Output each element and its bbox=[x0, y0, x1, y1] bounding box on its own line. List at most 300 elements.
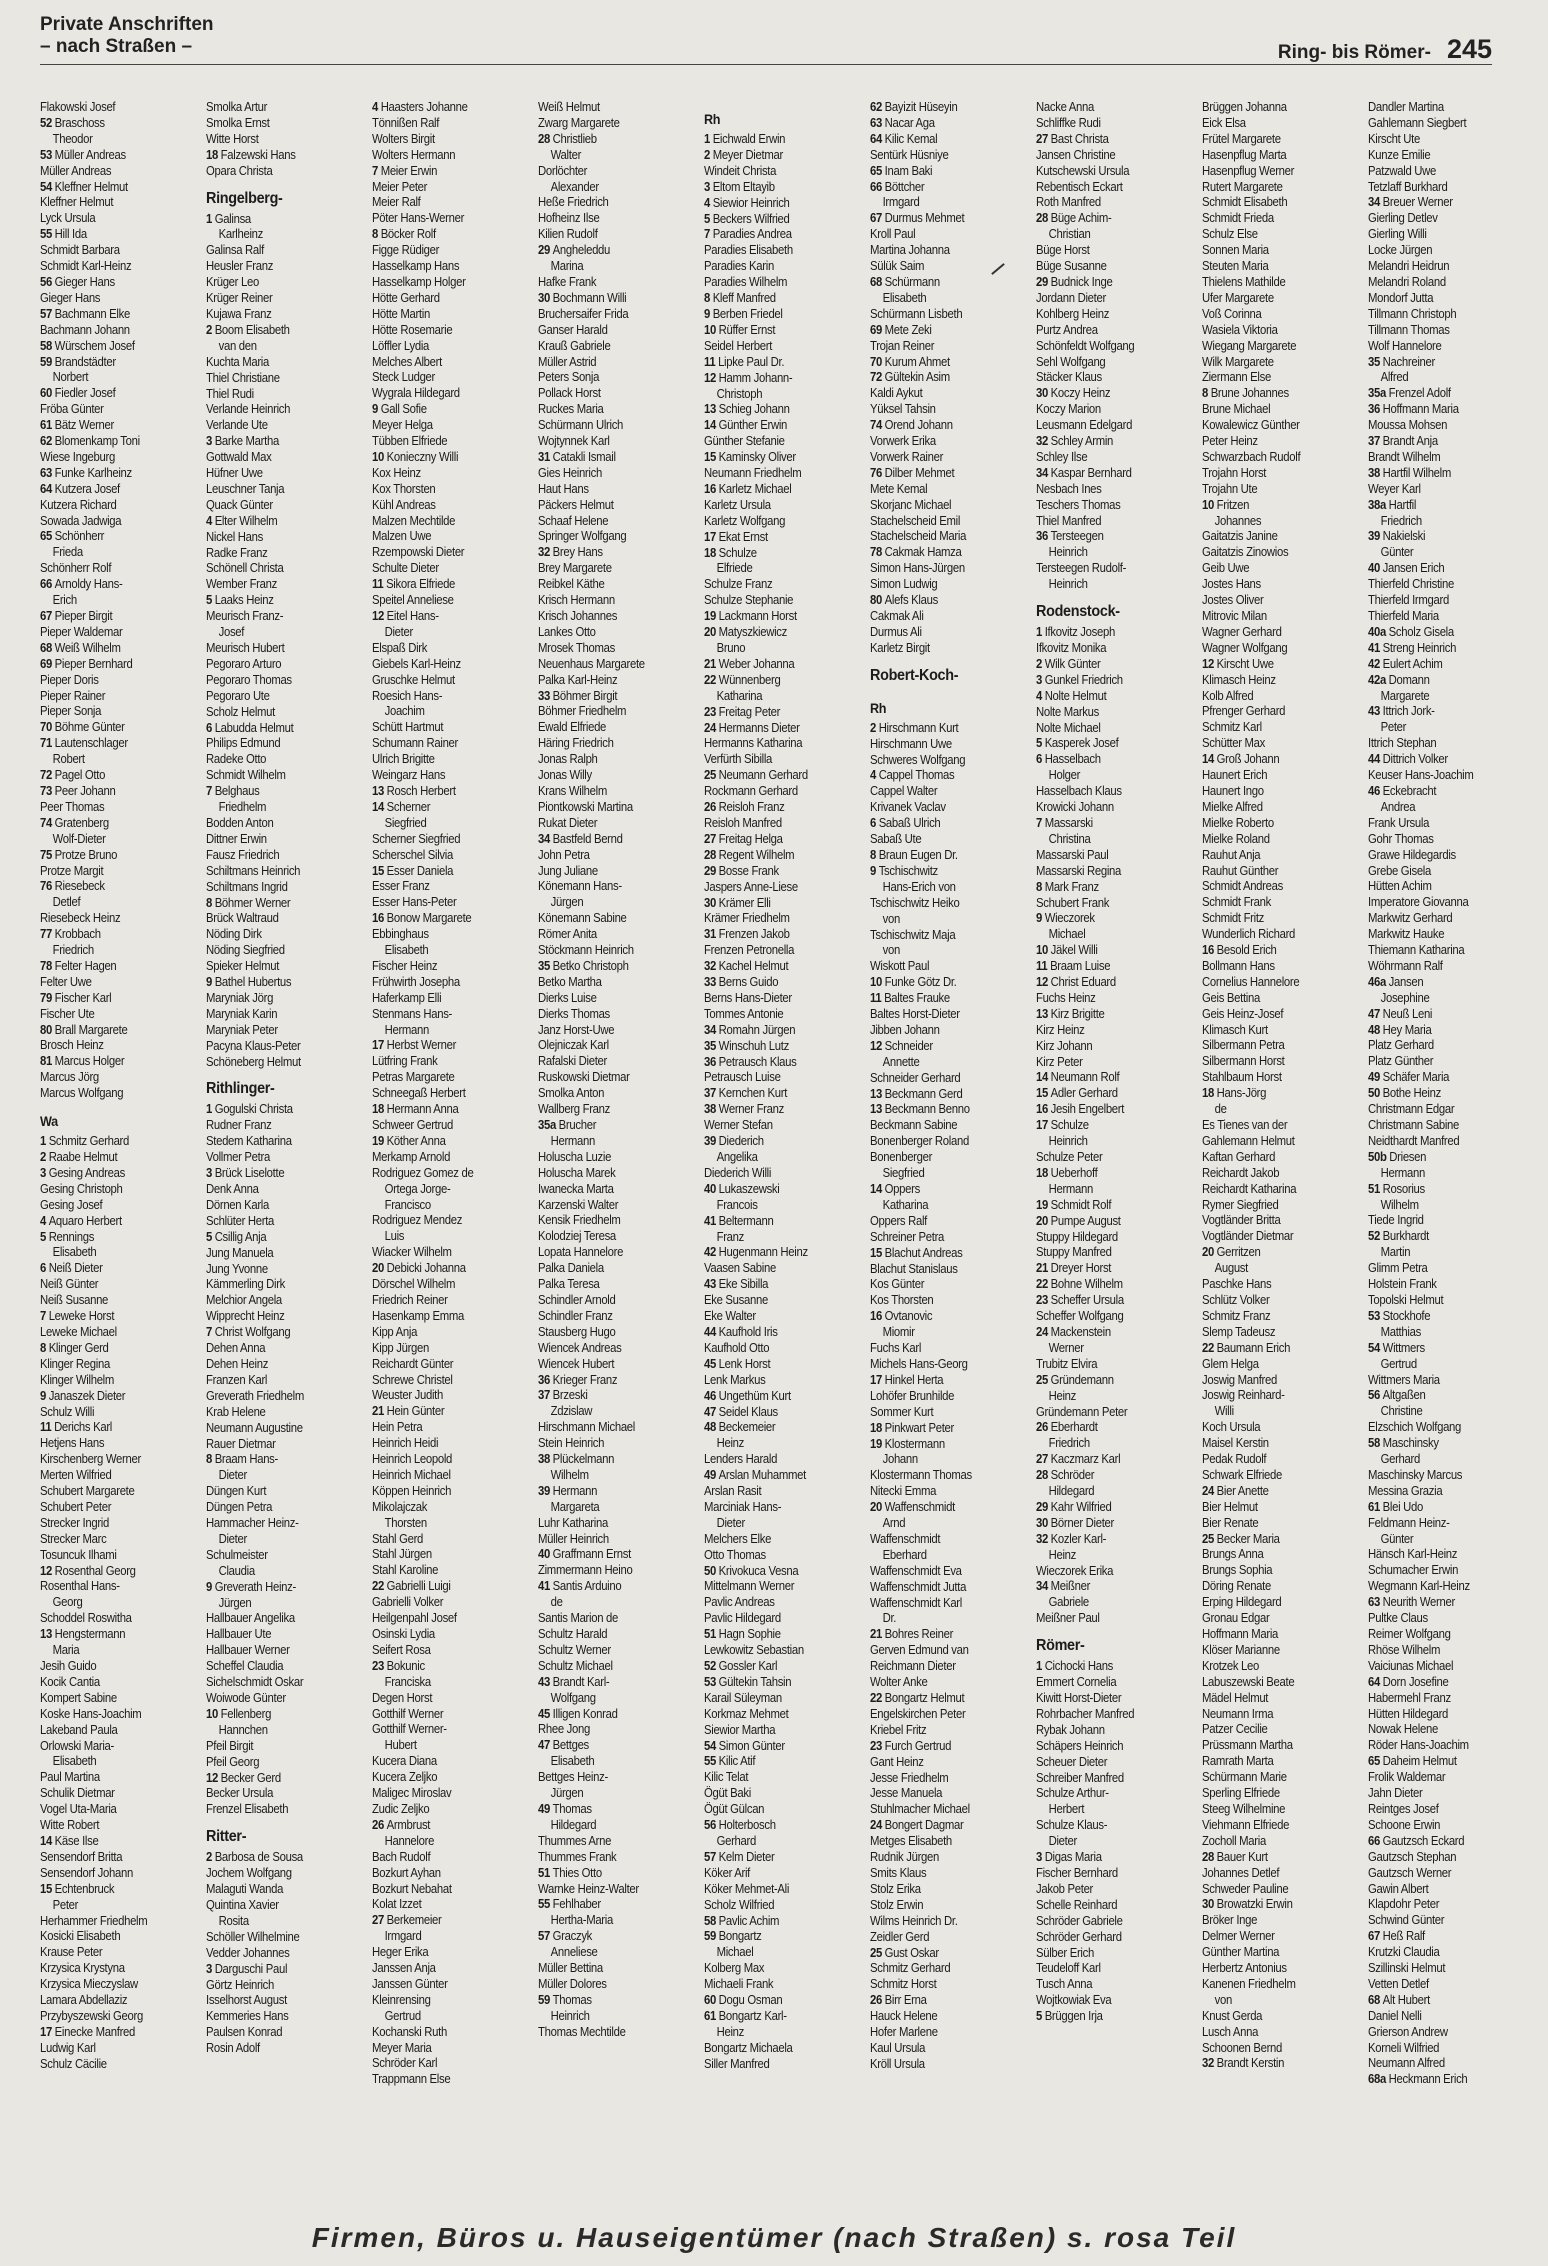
resident-entry: Pieper Rainer bbox=[40, 688, 106, 703]
resident-entry: Wiencek Hubert bbox=[538, 1356, 615, 1371]
resident-entry: Hubert bbox=[384, 1738, 417, 1753]
house-number: 2 bbox=[704, 147, 710, 162]
resident-entry: Melchior Angela bbox=[206, 1293, 282, 1308]
resident-entry: 1 Galinsa bbox=[206, 211, 251, 226]
resident-entry: 18 Falzewski Hans bbox=[206, 147, 296, 162]
house-number: 56 bbox=[1368, 1388, 1380, 1403]
house-number: 2 bbox=[206, 1850, 212, 1865]
house-number: 22 bbox=[870, 1691, 882, 1705]
house-number: 19 bbox=[372, 1133, 384, 1148]
resident-entry: Olejniczak Karl bbox=[538, 1038, 609, 1053]
resident-entry: Weingarz Hans bbox=[372, 768, 446, 783]
resident-entry: 28 Christlieb bbox=[538, 131, 597, 146]
house-number: 78 bbox=[40, 958, 52, 973]
resident-entry: 15 Kaminsky Oliver bbox=[704, 450, 796, 465]
resident-entry: 4 Haasters Johanne bbox=[372, 100, 468, 114]
resident-entry: Franz bbox=[716, 1229, 745, 1244]
resident-entry: Gaitatzis Zinowios bbox=[1202, 545, 1289, 560]
resident-entry: Gronau Edgar bbox=[1202, 1611, 1270, 1626]
resident-entry: 9 Greverath Heinz- bbox=[206, 1579, 296, 1594]
resident-entry: Könemann Hans- bbox=[538, 879, 622, 894]
house-number: 47 bbox=[1368, 1006, 1380, 1021]
resident-entry: 9 Janaszek Dieter bbox=[40, 1388, 126, 1403]
resident-entry: 3 Brück Liselotte bbox=[206, 1166, 285, 1181]
resident-entry: Thiemann Katharina bbox=[1368, 943, 1465, 958]
house-number: 65 bbox=[40, 529, 52, 544]
resident-entry: Klinger Regina bbox=[40, 1356, 110, 1371]
resident-entry: Rymer Siegfried bbox=[1202, 1197, 1279, 1212]
resident-entry: 19 Köther Anna bbox=[372, 1133, 446, 1148]
resident-entry: Sehl Wolfgang bbox=[1036, 354, 1106, 369]
resident-entry: Irmgard bbox=[384, 1929, 422, 1944]
resident-entry: Ögüt Gülcan bbox=[704, 1802, 765, 1817]
resident-entry: Matthias bbox=[1380, 1324, 1421, 1339]
resident-entry: Mrosek Thomas bbox=[538, 640, 615, 655]
resident-entry: 13 Schieg Johann bbox=[704, 402, 790, 417]
resident-entry: 16 Karletz Michael bbox=[704, 481, 792, 496]
resident-entry: Tschischwitz Heiko bbox=[870, 895, 960, 910]
house-number: 16 bbox=[870, 1309, 882, 1324]
directory-column bbox=[372, 100, 534, 2220]
resident-entry: Vogtländer Britta bbox=[1202, 1213, 1281, 1228]
resident-entry: Schubert Frank bbox=[1036, 895, 1110, 910]
house-number: 34 bbox=[704, 1022, 716, 1037]
resident-entry: 34 Kaspar Bernhard bbox=[1036, 465, 1132, 480]
resident-entry: Strecker Marc bbox=[40, 1531, 107, 1546]
house-number: 54 bbox=[1368, 1340, 1380, 1355]
house-number: 75 bbox=[40, 847, 52, 862]
resident-entry: Schürmann Lisbeth bbox=[870, 306, 963, 321]
resident-entry: Elisabeth bbox=[52, 1754, 97, 1769]
resident-entry: Lopata Hannelore bbox=[538, 1245, 624, 1260]
resident-entry: Smolka Anton bbox=[538, 1086, 605, 1101]
directory-column bbox=[704, 100, 866, 2220]
resident-entry: 3 Gunkel Friedrich bbox=[1036, 672, 1123, 687]
resident-entry: Müller Astrid bbox=[538, 354, 597, 369]
house-number: 64 bbox=[40, 481, 52, 496]
resident-entry: 13 Kirz Brigitte bbox=[1036, 1006, 1105, 1021]
resident-entry: Blachut Stanislaus bbox=[870, 1261, 958, 1276]
resident-entry: Rauer Dietmar bbox=[206, 1436, 276, 1451]
house-number: 6 bbox=[1036, 752, 1042, 767]
resident-entry: Hermann bbox=[384, 1022, 430, 1037]
resident-entry: Voß Corinna bbox=[1202, 306, 1262, 321]
resident-entry: 5 Beckers Wilfried bbox=[704, 211, 790, 226]
resident-entry: Vaiciunas Michael bbox=[1368, 1658, 1454, 1673]
house-number: 9 bbox=[372, 402, 378, 417]
resident-entry: Döring Renate bbox=[1202, 1579, 1272, 1594]
resident-entry: Seidel Herbert bbox=[704, 338, 773, 353]
resident-entry: Haunert Ingo bbox=[1202, 783, 1264, 798]
house-number: 46 bbox=[1368, 783, 1380, 798]
resident-entry: 42a Domann bbox=[1368, 672, 1430, 687]
resident-entry: Klöser Marianne bbox=[1202, 1642, 1280, 1657]
resident-entry: Radke Franz bbox=[206, 545, 268, 560]
resident-entry: Rosita bbox=[218, 1913, 249, 1928]
resident-entry: Wittmers Maria bbox=[1368, 1372, 1440, 1387]
resident-entry: Kolodziej Teresa bbox=[538, 1229, 616, 1244]
house-number: 15 bbox=[870, 1245, 882, 1260]
house-number: 49 bbox=[704, 1468, 716, 1483]
house-number: 1 bbox=[1036, 625, 1042, 640]
resident-entry: Jürgen bbox=[550, 1786, 584, 1801]
street-range: Ring- bis Römer- bbox=[1277, 42, 1431, 63]
house-number: 55 bbox=[40, 227, 52, 242]
house-number: 70 bbox=[40, 720, 52, 735]
resident-entry: Fischer Bernhard bbox=[1036, 1865, 1118, 1880]
resident-entry: Römer Anita bbox=[538, 927, 597, 942]
house-number: 12 bbox=[1202, 656, 1214, 671]
resident-entry: Heinrich bbox=[1048, 1134, 1088, 1149]
house-number: 25 bbox=[704, 768, 716, 783]
resident-entry: Palka Teresa bbox=[538, 1277, 600, 1292]
resident-entry: Wolf Hannelore bbox=[1368, 338, 1442, 353]
house-number: 15 bbox=[704, 450, 716, 465]
resident-entry: Schönfeldt Wolfgang bbox=[1036, 338, 1135, 353]
house-number: 1 bbox=[206, 211, 212, 226]
resident-entry: 33 Berns Guido bbox=[704, 975, 779, 990]
resident-entry: Geis Bettina bbox=[1202, 990, 1260, 1005]
resident-entry: Thiel Rudi bbox=[206, 386, 254, 401]
house-number: 26 bbox=[704, 800, 716, 815]
resident-entry: Mikolajczak bbox=[372, 1499, 428, 1514]
house-number: 6 bbox=[206, 720, 212, 735]
resident-entry: Heinz bbox=[1048, 1547, 1077, 1562]
resident-entry: Sichelschmidt Oskar bbox=[206, 1675, 304, 1690]
resident-entry: 35 Betko Christoph bbox=[538, 958, 629, 973]
resident-entry: Tillmann Thomas bbox=[1368, 322, 1450, 337]
resident-entry: 4 Cappel Thomas bbox=[870, 768, 955, 783]
resident-entry: Stachelscheid Maria bbox=[870, 529, 967, 544]
house-number: 14 bbox=[1202, 752, 1214, 767]
resident-entry: Sonnen Maria bbox=[1202, 243, 1269, 258]
resident-entry: Haferkamp Elli bbox=[372, 990, 442, 1005]
resident-entry: Stenmans Hans- bbox=[372, 1006, 453, 1021]
resident-entry: Reibkel Käthe bbox=[538, 577, 605, 592]
resident-entry: Schulze Peter bbox=[1036, 1150, 1103, 1164]
resident-entry: Gant Heinz bbox=[870, 1754, 924, 1769]
resident-entry: Heinrich bbox=[1048, 545, 1088, 560]
resident-entry: 51 Hagn Sophie bbox=[704, 1627, 781, 1642]
resident-entry: 67 Durmus Mehmet bbox=[870, 211, 965, 226]
resident-entry: Schliffke Rudi bbox=[1036, 115, 1101, 130]
resident-entry: 65 Daheim Helmut bbox=[1368, 1754, 1457, 1769]
resident-entry: Pegoraro Arturo bbox=[206, 656, 282, 671]
resident-entry: Kos Günter bbox=[870, 1277, 925, 1292]
resident-entry: Silbermann Petra bbox=[1202, 1038, 1285, 1053]
resident-entry: Geis Heinz-Josef bbox=[1202, 1006, 1284, 1021]
resident-entry: 8 Mark Franz bbox=[1036, 879, 1099, 894]
resident-entry: Krisch Johannes bbox=[538, 609, 618, 623]
resident-entry: Brune Michael bbox=[1202, 402, 1271, 417]
resident-entry: Hermanns Katharina bbox=[704, 736, 803, 751]
resident-entry: 43 Brandt Karl- bbox=[538, 1674, 610, 1689]
resident-entry: Wember Franz bbox=[206, 577, 277, 592]
resident-entry: Görtz Heinrich bbox=[206, 1977, 275, 1992]
resident-entry: Schulze Arthur- bbox=[1036, 1786, 1109, 1801]
resident-entry: 15 Esser Daniela bbox=[372, 863, 454, 878]
resident-entry: 62 Bayizit Hüseyin bbox=[870, 100, 958, 114]
resident-entry: 23 Freitag Peter bbox=[704, 704, 781, 719]
resident-entry: Bonenberger Roland bbox=[870, 1134, 969, 1149]
resident-entry: van den bbox=[218, 338, 257, 353]
resident-entry: Figge Rüdiger bbox=[372, 243, 440, 258]
resident-entry: Krowicki Johann bbox=[1036, 800, 1114, 815]
resident-entry: Scholz Wilfried bbox=[704, 1897, 775, 1912]
resident-entry: Schultz Michael bbox=[538, 1658, 613, 1673]
resident-entry: Rudner Franz bbox=[206, 1118, 272, 1133]
resident-entry: Neumann Alfred bbox=[1368, 2056, 1445, 2071]
resident-entry: Ortega Jorge- bbox=[384, 1181, 451, 1196]
resident-entry: Grebe Gisela bbox=[1368, 863, 1431, 878]
resident-entry: Hein Petra bbox=[372, 1420, 423, 1435]
resident-entry: Rutert Margarete bbox=[1202, 179, 1283, 194]
resident-entry: Nickel Hans bbox=[206, 529, 264, 544]
resident-entry: Thierfeld Irmgard bbox=[1368, 593, 1449, 608]
resident-entry: Tetzlaff Burkhard bbox=[1368, 179, 1448, 194]
house-number: 8 bbox=[704, 291, 710, 306]
house-number: 24 bbox=[1036, 1324, 1048, 1339]
resident-entry: Windeit Christa bbox=[704, 163, 777, 178]
house-number: 7 bbox=[206, 1325, 212, 1340]
resident-entry: Kipp Anja bbox=[372, 1324, 418, 1339]
resident-entry: Tönnißen Ralf bbox=[372, 115, 440, 130]
house-number: 9 bbox=[40, 1388, 46, 1403]
house-number: 59 bbox=[538, 1992, 550, 2007]
house-number: 38 bbox=[538, 1452, 550, 1467]
resident-entry: Margarete bbox=[1380, 688, 1430, 703]
resident-entry: Trojahn Horst bbox=[1202, 465, 1267, 480]
resident-entry: Merten Wilfried bbox=[40, 1468, 112, 1483]
resident-entry: 18 Hans-Jörg bbox=[1202, 1086, 1267, 1101]
resident-entry: 5 Laaks Heinz bbox=[206, 593, 274, 608]
resident-entry: Ruckes Maria bbox=[538, 402, 604, 417]
resident-entry: Petrausch Luise bbox=[704, 1070, 781, 1085]
house-number: 18 bbox=[870, 1420, 882, 1435]
header-rule bbox=[40, 64, 1492, 65]
resident-entry: Hallbauer Angelika bbox=[206, 1611, 295, 1626]
house-number: 25 bbox=[1036, 1372, 1048, 1387]
resident-entry: Schmitz Gerhard bbox=[870, 1961, 951, 1976]
house-number: 32 bbox=[1036, 1531, 1048, 1546]
house-number: 47 bbox=[538, 1738, 550, 1753]
resident-entry: Quintina Xavier bbox=[206, 1897, 279, 1912]
resident-entry: 21 Weber Johanna bbox=[704, 656, 795, 671]
resident-entry: Steck Ludger bbox=[372, 370, 436, 385]
resident-entry: Viehmann Elfriede bbox=[1202, 1817, 1290, 1832]
house-number: 12 bbox=[870, 1038, 882, 1053]
house-number: 64 bbox=[870, 131, 882, 146]
street-heading: Römer- bbox=[1036, 1637, 1085, 1655]
resident-entry: Stäcker Klaus bbox=[1036, 370, 1102, 385]
resident-entry: Walter bbox=[550, 147, 582, 162]
resident-entry: Erping Hildegard bbox=[1202, 1595, 1282, 1610]
house-number: 34 bbox=[1036, 465, 1048, 480]
resident-entry: Wegmann Karl-Heinz bbox=[1368, 1579, 1470, 1594]
resident-entry: Leuschner Tanja bbox=[206, 481, 285, 496]
resident-entry: Ebbinghaus bbox=[372, 927, 429, 942]
house-number: 46a bbox=[1368, 974, 1386, 989]
house-number: 8 bbox=[40, 1340, 46, 1355]
house-number: 1 bbox=[704, 132, 710, 146]
resident-entry: 26 Reisloh Franz bbox=[704, 800, 785, 815]
house-number: 45 bbox=[538, 1706, 550, 1721]
resident-entry: 26 Eberhardt bbox=[1036, 1420, 1098, 1435]
resident-entry: 23 Furch Gertrud bbox=[870, 1738, 952, 1753]
resident-entry: 45 Illigen Konrad bbox=[538, 1706, 618, 1721]
resident-entry: Francisco bbox=[384, 1197, 431, 1212]
resident-entry: 22 Bongartz Helmut bbox=[870, 1691, 965, 1705]
resident-entry: Jostes Hans bbox=[1202, 577, 1261, 592]
resident-entry: Margareta bbox=[550, 1499, 600, 1514]
resident-entry: Hildegard bbox=[1048, 1484, 1095, 1499]
house-number: 20 bbox=[1036, 1213, 1048, 1228]
resident-entry: 35 Winschuh Lutz bbox=[704, 1038, 789, 1053]
resident-entry: Rybak Johann bbox=[1036, 1722, 1105, 1737]
resident-entry: Gesing Christoph bbox=[40, 1181, 123, 1196]
resident-entry: Stausberg Hugo bbox=[538, 1324, 616, 1339]
resident-entry: Oppers Ralf bbox=[870, 1213, 928, 1228]
house-number: 77 bbox=[40, 927, 52, 942]
resident-entry: John Petra bbox=[538, 847, 590, 862]
resident-entry: 61 Bätz Werner bbox=[40, 418, 115, 433]
resident-entry: 10 Konieczny Willi bbox=[372, 449, 459, 464]
resident-entry: Schulz Else bbox=[1202, 227, 1258, 242]
resident-entry: Dierks Luise bbox=[538, 990, 597, 1005]
resident-entry: August bbox=[1214, 1261, 1248, 1276]
resident-entry: Schulz Willi bbox=[40, 1404, 95, 1419]
resident-entry: 7 Belghaus bbox=[206, 784, 260, 799]
resident-entry: Stuppy Manfred bbox=[1036, 1245, 1112, 1260]
resident-entry: Peters Sonja bbox=[538, 370, 600, 385]
resident-entry: Maligec Miroslav bbox=[372, 1786, 452, 1801]
resident-entry: 71 Lautenschlager bbox=[40, 736, 128, 751]
resident-entry: Hasenpflug Werner bbox=[1202, 163, 1295, 178]
resident-entry: Katharina bbox=[716, 688, 763, 703]
house-number: 24 bbox=[870, 1818, 882, 1833]
resident-entry: 5 Brüggen Irja bbox=[1036, 2009, 1103, 2024]
resident-entry: Gierling Detlev bbox=[1368, 211, 1438, 226]
resident-entry: Lyck Ursula bbox=[40, 211, 96, 226]
resident-entry: Kucera Zeljko bbox=[372, 1770, 438, 1785]
resident-entry: 20 Matyszkiewicz bbox=[704, 625, 788, 640]
house-number: 5 bbox=[40, 1229, 46, 1244]
resident-entry: 56 Holterbosch bbox=[704, 1818, 776, 1833]
resident-entry: Joachim bbox=[384, 704, 425, 719]
section-heading bbox=[40, 14, 214, 58]
resident-entry: 59 Brandstädter bbox=[40, 354, 116, 369]
resident-entry: Gerven Edmund van bbox=[870, 1643, 969, 1658]
resident-entry: Hirschmann Uwe bbox=[870, 736, 952, 751]
resident-entry: 72 Gültekin Asim bbox=[870, 370, 950, 385]
house-number: 52 bbox=[704, 1659, 716, 1673]
resident-entry: 44 Kaufhold Iris bbox=[704, 1324, 778, 1339]
resident-entry: 14 Günther Erwin bbox=[704, 418, 788, 433]
house-number: 37 bbox=[1368, 434, 1380, 449]
resident-entry: Wolters Hermann bbox=[372, 147, 456, 162]
house-number: 44 bbox=[1368, 752, 1380, 767]
resident-entry: Schmidt Andreas bbox=[1202, 879, 1283, 894]
resident-entry: Maryniak Jörg bbox=[206, 990, 274, 1005]
resident-entry: Lankes Otto bbox=[538, 624, 596, 639]
resident-entry: Malaguti Wanda bbox=[206, 1882, 284, 1897]
resident-entry: 53 Gültekin Tahsin bbox=[704, 1674, 792, 1689]
resident-entry: 10 Funke Götz Dr. bbox=[870, 975, 957, 990]
resident-entry: Pfeil Georg bbox=[206, 1754, 260, 1769]
resident-entry: Rosenthal Hans- bbox=[40, 1579, 120, 1594]
resident-entry: Peter bbox=[1380, 720, 1407, 735]
resident-entry: Sentürk Hüsniye bbox=[870, 147, 949, 162]
resident-entry: Vogel Uta-Maria bbox=[40, 1802, 117, 1817]
house-number: 29 bbox=[538, 243, 550, 258]
resident-entry: Krotzek Leo bbox=[1202, 1658, 1260, 1673]
resident-entry: Karletz Birgit bbox=[870, 640, 930, 655]
resident-entry: 14 Scherner bbox=[372, 799, 431, 814]
resident-entry: Hirschmann Michael bbox=[538, 1420, 636, 1435]
resident-entry: 1 Schmitz Gerhard bbox=[40, 1134, 130, 1149]
house-number: 52 bbox=[40, 115, 52, 130]
resident-entry: Päckers Helmut bbox=[538, 497, 614, 512]
house-number: 35a bbox=[1368, 386, 1386, 401]
resident-entry: Wilhelm bbox=[550, 1467, 589, 1482]
resident-entry: Dieter bbox=[218, 1468, 247, 1483]
house-number: 20 bbox=[372, 1261, 384, 1276]
resident-entry: 19 Schmidt Rolf bbox=[1036, 1197, 1112, 1212]
resident-entry: 50 Krivokuca Vesna bbox=[704, 1563, 799, 1578]
resident-entry: 1 Gogulski Christa bbox=[206, 1102, 293, 1117]
resident-entry: Kroll Paul bbox=[870, 227, 916, 242]
resident-entry: Trubitz Elvira bbox=[1036, 1356, 1098, 1371]
resident-entry: Schoone Erwin bbox=[1368, 1817, 1441, 1832]
resident-entry: Johannes Detlef bbox=[1202, 1865, 1280, 1880]
resident-entry: Leweke Michael bbox=[40, 1324, 117, 1339]
house-number: 42 bbox=[704, 1245, 716, 1260]
resident-entry: Siewior Martha bbox=[704, 1722, 776, 1737]
resident-entry: 22 Gabrielli Luigi bbox=[372, 1579, 451, 1594]
resident-entry: Alexander bbox=[550, 179, 599, 194]
resident-entry: 8 Brune Johannes bbox=[1202, 386, 1289, 401]
resident-entry: Kaufhold Otto bbox=[704, 1340, 770, 1355]
resident-entry: Dörschel Wilhelm bbox=[372, 1277, 456, 1292]
resident-entry: Kriebel Fritz bbox=[870, 1722, 927, 1737]
resident-entry: Janssen Anja bbox=[372, 1961, 436, 1976]
resident-entry: Schütt Hartmut bbox=[372, 720, 444, 735]
resident-entry: Denk Anna bbox=[206, 1182, 259, 1196]
resident-entry: 15 Adler Gerhard bbox=[1036, 1086, 1118, 1101]
resident-entry: 74 Orend Johann bbox=[870, 418, 953, 433]
resident-entry: Bach Rudolf bbox=[372, 1849, 431, 1864]
house-number: 45 bbox=[704, 1356, 716, 1371]
resident-entry: Dieter bbox=[384, 624, 413, 639]
resident-entry: Jesih Guido bbox=[40, 1659, 97, 1673]
house-number: 68 bbox=[1368, 1992, 1380, 2007]
house-number: 18 bbox=[1036, 1165, 1048, 1180]
resident-entry: Stöckmann Heinrich bbox=[538, 943, 634, 958]
resident-entry: Wöhrmann Ralf bbox=[1368, 958, 1443, 973]
house-number: 58 bbox=[1368, 1436, 1380, 1451]
resident-entry: Ulrich Brigitte bbox=[372, 752, 435, 767]
resident-entry: Schlütz Volker bbox=[1202, 1292, 1270, 1307]
resident-entry: Malzen Mechtilde bbox=[372, 513, 456, 528]
resident-entry: Hammacher Heinz- bbox=[206, 1516, 299, 1531]
resident-entry: Koske Hans-Joachim bbox=[40, 1706, 142, 1721]
resident-entry: Tiede Ingrid bbox=[1368, 1213, 1424, 1228]
house-number: 10 bbox=[372, 449, 384, 464]
resident-entry: Mete Kemal bbox=[870, 481, 928, 496]
resident-entry: 13 Rosch Herbert bbox=[372, 783, 456, 798]
house-number: 28 bbox=[704, 847, 716, 862]
resident-entry: Schwarzbach Rudolf bbox=[1202, 449, 1301, 464]
